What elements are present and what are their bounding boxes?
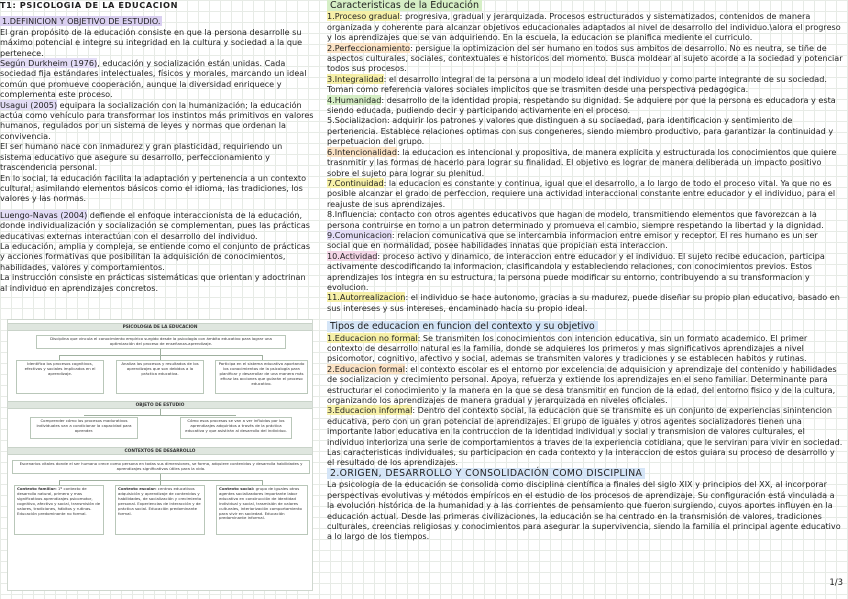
list-item: 3.Educacion informal: Dentro del contexto social, la educacion que se transmite es un conjunto de experiencias sinintencion educativa, pero con un gran potencial de aprendizajes. El grupo de iguales y otros agentes socializadores tienen una importante labor educativa en la contruccion de la identidad individual y social y transmision de valores culturales, el individuo interioriza una serie de comportamientos a traves de la experiencia cotidiana, que le serviran para vivir en sociedad. Las caracteristicas individuales, su participacion en cada contexto y la interaccion de estos guiara su proceso de desarrollo y el resultado de los aprendizajes. [327,405,843,468]
diagram-role-box-3: Participa en el sistema educativo aportando los conocimientos de la psicología para planificar y desarrollar de una manera más eficaz las acciones que guíarán el proceso educativo. [215,360,308,394]
section1-heading: 1.DEFINICION Y OBJETIVO DE ESTUDIO. [2,16,161,27]
list-item: 9.Comunicacion: relacion comunicativa que se intercambia informacion entre emisor y receptor. El res humano es un ser social que en normalidad, posee habilidades innatas que propician esta interaccion. [327,229,818,251]
context-box-family: Contexto familiar: 1º contexto de desarrollo natural, primero y mas significativos aprendizajes psicomotor, cognitivo, afectivo y social, transmisión de valores, tradiciones, hábitos y rutinas. Educación predominante no formal. [14,485,104,535]
list-item: 1.Educacion no formal: Se transmiten los conocimientos con intencion educativa, sin un formato academico. El primer contexto de desarrollo natural es la familia, donde se adquieres los primeros y mas significativos aprendizajes a nivel psicomotor, cognitivo, afectivo y social, ademas se transmiten valores y tradiciones y se establecen habitos y rutinas. [327,332,808,364]
context-box-social: Contexto social: grupo de iguales otros agentes socializadores importante labor educativa en construcción de identidad individual y social, trasmisión de valores culturales, interiorización comportamiento para vivir en sociedad. Educación predominante informal. [216,485,308,535]
types-list [327,333,843,468]
list-item: 5.Socializacion: adquirir los patrones y valores que distinguen a su sociaedad, para identificacion y sentimiento de pertenencia. Establece relaciones optimas con sus congeneres, siendo miembro productivo, para garantizar la continuidad y perpetuacion del grupo. [327,115,834,147]
list-item: 7.Continuidad: la educacion es constante y continua, igual que el desarrollo, a lo largo de todo el proceso vital. Ya que no es posible alcanzar el grado de perfeccion, requiere una actividad interaccional constante entre educador y el individuo, para el reajuste de sus aprendizajes. [327,177,836,209]
diagram-title: PSICOLOGIA DE LA EDUCACION [8,323,312,331]
list-item: 8.Influencia: contacto con otros agentes educativos que hagan de modelo, transmitiendo elementos que favorezcan a la persona contruirse en torno a un patron determinado y promueva el cambio, siempre respetando la libertad y la dignidad. [327,209,824,230]
luengo-paragraph: Luengo-Navas (2004) defiende el enfoque interaccionista de la educación, donde individualización y socialización se complementan, pues las prácticas educativas externas interactúan con el desarrollo del individuo. [0,209,311,241]
definition-paragraph-5: En lo social, la educación facilita la adaptación y pertenencia a un contexto cultural, asimilando elementos básicos como el idioma, las tradiciones, los valores y las normas. [0,172,307,204]
list-item: 1.Proceso gradual: progresiva, gradual y jerarquizada. Procesos estructurados y sistematizados, contenidos de manera organizada y coherente para alcanzar objetivos educacionales adaptados al nivel de desarrollo del individuo.\alora el progreso y los aprendizajes que se van adquiriendo. En la escuela, la educacion se planifica mediente el curriculo. [327,11,841,43]
diagram-role-box-1: Identifica los procesos cognitivos, efectivos y sociales implicados en el aprendizaje. [16,360,104,394]
diagram-intro: Disciplina que vincula el conocimiento empírico surgido desde la psicología con ámbito educativo para lograr una optimización del proceso de enseñanza-aprendizaje. [36,335,286,349]
author-durkheim: Según Durkheim (1976) [0,58,98,69]
page-title: T1: PSICOLOGIA DE LA EDUCACION [0,0,179,10]
characteristics-list [327,11,843,313]
definition-paragraph-8: La instrucción consiste en prácticas sistemáticas que orientan y adoctrinan al individuo en aprendizajes concretos. [0,272,306,293]
concept-diagram [7,319,313,591]
contexts-intro: Escenarios vitales donde el ser humano crece como persona en todas sus dimensiones, se forma, adquiere contenidos y desarrolla habilidades y aprendizajes significativos útiles para la vida. [12,460,310,474]
object-study-title: OBJETO DE ESTUDIO [8,401,312,409]
right-column [327,0,843,542]
section2-heading: 2.ORIGEN, DESARROLLO Y CONSOLIDACIÓN COMO DISCIPLINA [327,468,843,479]
list-item: 4.Humanidad: desarrollo de la identidad propia, respetando su dignidad. Se adquiere por que la persona es educadora y esta siendo educada, pudiendo decir y participando activamente en el proceso. [327,94,836,116]
list-item: 2.Educacion formal: el contexto escolar es el entorno por excelencia de adquisicion y aprendizaje del contenido y habilidades de socializacion y crecimiento personal. Apoya, refuerza y extiende los aprendizajes en el seno familiar. Determinante para estructurar el conocimiento y la manera en la que se desa transmitir en funcion de la edad, del entorno fisico y de la cultura, organizando los aprendizajes de manera gradual y jerarquizada en niveles oficiales. [327,363,837,406]
object-box-1: Comprender cómo los procesos madurativos individuales van a condicionar la capacidad para aprender. [30,417,138,439]
contexts-title: CONTEXTOS DE DESARROLLO [8,447,312,455]
author-luengo: Luengo-Navas (2004) [0,209,88,220]
definition-paragraph-1: El gran propósito de la educación consiste en que la persona desarrolle su máximo potencial e integre su integridad en la cultura y sociedad a la que pertenece. [0,26,303,58]
context-box-school: Contexto escolar: centros educativos adquisición y aprendizaje de contenidos y habilidades, de socialización y crecimiento personal. Experiencias de interacción y de práctica social. Educación predominante formal. [115,485,205,535]
definition-paragraph-7: La educación, amplia y compleja, se entiende como el conjunto de prácticas y acciones formativas que posibilitan la adquisición de conocimientos, habilidades, valores y comportamientos. [0,240,311,272]
page-number: 1/3 [829,577,843,588]
list-item: 10.Actividad: proceso activo y dinamico, de interaccion entre educador y el individuo. El sujeto recibe educacion, participa activamente descodificando la informacion, clasificandola y estableciendo relaciones, con conocimientos previos. Estos aprendizajes los integra en su estructura, la persona puede modificar su entorno, contribuyendo a su transformacion y evolucion. [327,250,825,292]
types-heading: Tipos de educacion en funcion del contexto y su objetivo [327,321,843,332]
left-column [0,0,314,293]
list-item: 11.Autorrealizacion: el individuo se hace autonomo, gracias a su madurez, puede diseñar su propio plan educativo, basado en sus intereses y sus intereses, encaminado hacia su propio ideal. [327,292,840,313]
object-box-2: Cómo esos procesos se van a ver influidos por los aprendizajes adquiridos a través de la práctica educativa y que asistirán al desarrollo del individuo. [180,417,292,439]
list-item: 6.Intencionalidad: la educacion es intencional y propositiva, de manera explicita y estructurada los conocimientos que quiere trasnmitir y las formas de hacerlo para lograr su finalidad. El objetivo es lograr de manera deliberada un impacto positivo sobre el sujeto para lograr su plenitud. [327,146,837,178]
definition-paragraph-4: El ser humano nace con inmadurez y gran plasticidad, requiriendo un sistema educativo que asegure su desarrollo, perfeccionamiento y trascendencia personal. [0,141,283,173]
characteristics-heading: Caracteristicas de la Educación [327,0,843,11]
durkheim-paragraph: Según Durkheim (1976), educación y socialización están unidas. Cada sociedad fija estándares intelectuales, físicos y morales, marcando un ideal común que promueve cooperación, aunque la diversidad enriquece y complementa este proceso. [0,58,307,100]
diagram-role-box-2: Analiza los procesos y resultados de los aprendizajes que son debidos a la práctica educativa. [116,360,204,394]
usagui-paragraph: Usagui (2005) equipara la socialización con la humanización; la educación actúa como vehículo para transformar los instintos más primitivos en valores humanos, regulados por un sistema de leyes y normas que ordenan la convivencia. [0,99,314,141]
list-item: 3.Integralidad: el desarrollo integral de la persona a un modelo ideal del individuo y como parte integrante de su sociedad. Toman como referencia valores sociales implicitos que se trasmiten desde una perspectiva pedagogica. [327,73,827,95]
author-usagui: Usagui (2005) [0,99,58,110]
connector-line [84,415,236,416]
list-item: 2.Perfeccionamiento: persigue la optimizacion del ser humano en todos sus ambitos de desarrollo. No es neutra, se tiñe de aspectos culturales, sociales, contextuales e historicos del momento. Busca moldear al sujeto acorde a la sociedad y potenciar todos sus procesos. [327,42,843,74]
section2-paragraph: La psicologia de la educación se consolida como disciplina científica a finales del siglo XIX y principios del XX, al incorporar perspectivas evolutivas y métodos empíricos en el estudio de los procesos de aprendizaje. Su configuración está vinculada a la evolución histórica de la humanidad y a las corrientes de pensamiento que fueron surgiendo, cuyos aportes influyen en la educación actual. Desde las primeras civilizaciones, la educación se ha centrado en la transmisión de valores, tradiciones culturales, creencias religiosas y conocimientos para asegurar la supervivencia, siendo la familia el principal agente educativo a lo largo de los tiempos. [327,479,841,542]
